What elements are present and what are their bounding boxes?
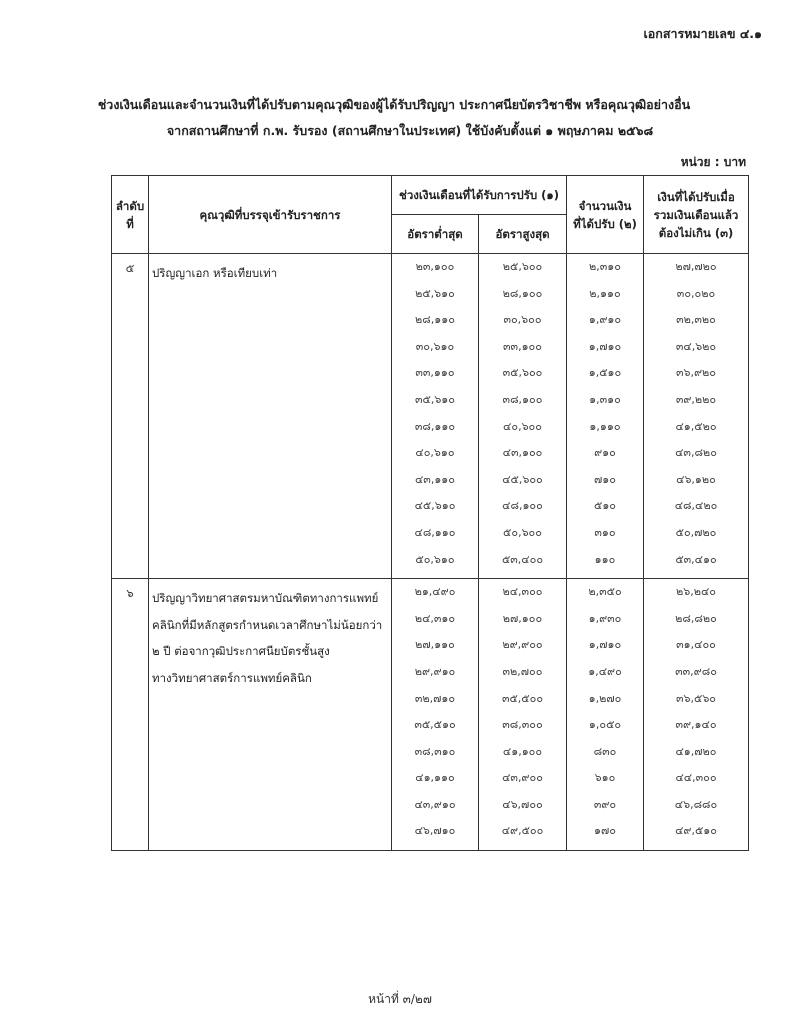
section-qualification: ปริญญาวิทยาศาสตรมหาบัณฑิตทางการแพทย์ คลินิกที่มีหลักสูตรกำหนดเวลาศึกษาไม่น้อยกว่า ๒ ปี ต่อจากวุฒิประกาศนียบัตรชั้นสูง ทางวิทยาศาสตร์การแพทย์คลินิก (149, 579, 392, 851)
min-value: ๔๐,๖๑๐ (415, 446, 455, 460)
header-adjust-amount: จำนวนเงิน ที่ได้ปรับ (๒) (567, 176, 644, 254)
table-section-row (112, 254, 749, 579)
header-salary-range: ช่วงเงินเดือนที่ได้รับการปรับ (๑) (392, 176, 567, 215)
max-value: ๓๘,๓๐๐ (502, 718, 543, 732)
adjust-value: ๑,๕๑๐ (588, 366, 622, 380)
min-value: ๒๓,๑๐๐ (415, 260, 455, 273)
cap-value: ๓๙,๑๔๐ (675, 718, 717, 732)
cap-value: ๔๑,๕๒๐ (675, 419, 717, 433)
adjust-value: ๑,๗๑๐ (588, 339, 622, 353)
min-value: ๓๕,๕๑๐ (414, 718, 456, 732)
adjust-value: ๑,๓๑๐ (589, 392, 621, 406)
max-value: ๓๐,๖๐๐ (503, 313, 542, 327)
adjust-value: ๗๑๐ (594, 472, 616, 486)
max-value: ๒๙,๙๐๐ (502, 638, 543, 652)
cap-value: ๔๔,๓๐๐ (675, 771, 717, 785)
salary-table (111, 175, 749, 851)
cap-amount-column (644, 254, 749, 579)
min-value: ๓๕,๖๑๐ (414, 392, 456, 406)
min-value: ๒๔,๓๑๐ (414, 611, 456, 625)
adjust-value: ๕๑๐ (594, 499, 617, 513)
cap-value: ๓๓,๙๘๐ (675, 664, 717, 678)
cap-value: ๔๘,๔๒๐ (674, 499, 718, 513)
max-value: ๒๘,๑๐๐ (502, 286, 543, 300)
adjust-value: ๑,๗๑๐ (588, 638, 622, 652)
min-value: ๓๓,๑๑๐ (415, 366, 455, 380)
adjust-value: ๒,๓๑๐ (589, 260, 621, 273)
min-value: ๒๘,๑๑๐ (415, 313, 455, 327)
max-value: ๒๗,๑๐๐ (502, 611, 543, 625)
cap-value: ๓๔,๖๒๐ (675, 339, 717, 353)
min-value: ๔๕,๖๑๐ (414, 499, 456, 513)
min-value: ๓๘,๓๑๐ (414, 744, 456, 758)
cap-value: ๔๖,๘๘๐ (674, 797, 718, 811)
section-qualification: ปริญญาเอก หรือเทียบเท่า (149, 254, 392, 579)
max-value: ๔๕,๖๐๐ (502, 472, 543, 486)
min-value: ๔๓,๑๑๐ (414, 472, 456, 486)
cap-value: ๓๖,๕๖๐ (676, 691, 717, 705)
adjust-value: ๒,๓๕๐ (588, 585, 622, 599)
min-value: ๓๐,๖๑๐ (415, 339, 455, 353)
document-title-line-1: ช่วงเงินเดือนและจำนวนเงินที่ได้ปรับตามคุณวุฒิของผู้ได้รับปริญญา ประกาศนียบัตรวิชาชีพ หรือคุณวุฒิอย่างอื่น (97, 97, 691, 112)
max-value: ๔๘,๑๐๐ (502, 499, 543, 513)
adjust-value: ๓๙๐ (593, 797, 617, 811)
max-value: ๔๙,๕๐๐ (501, 824, 544, 838)
cap-value: ๓๙,๒๒๐ (675, 392, 717, 406)
document-title-line-2: จากสถานศึกษาที่ ก.พ. รับรอง (สถานศึกษาในประเทศ) ใช้บังคับตั้งแต่ ๑ พฤษภาคม ๒๕๖๘ (166, 123, 654, 138)
cap-value: ๔๑,๗๒๐ (675, 744, 717, 758)
min-rate-column (392, 579, 479, 851)
header-min-rate: อัตราต่ำสุด (392, 215, 479, 254)
cap-amount-column (644, 579, 749, 851)
max-value: ๒๕,๖๐๐ (502, 260, 543, 273)
min-value: ๒๗,๑๑๐ (415, 638, 455, 652)
max-value: ๔๑,๑๐๐ (502, 744, 543, 758)
table-header (112, 176, 749, 254)
max-value: ๔๓,๙๐๐ (502, 771, 543, 785)
max-value: ๓๘,๑๐๐ (502, 392, 543, 406)
header-cap-amount: เงินที่ได้ปรับเมื่อ รวมเงินเดือนแล้ว ต้องไม่เกิน (๓) (644, 176, 749, 254)
max-value: ๔๐,๖๐๐ (503, 419, 542, 433)
adjust-value: ๖๑๐ (594, 771, 616, 785)
adjust-value: ๙๑๐ (594, 446, 616, 460)
document-number: เอกสารหมายเลข ๔.๑ (643, 26, 762, 41)
adjust-amount-column (567, 579, 644, 851)
min-value: ๓๘,๑๑๐ (414, 419, 456, 433)
adjust-value: ๑,๙๓๐ (588, 611, 622, 625)
cap-value: ๔๙,๕๑๐ (675, 824, 717, 838)
page-number: หน้าที่ ๓/๒๗ (368, 992, 432, 1006)
adjust-value: ๑๗๐ (594, 824, 616, 838)
cap-value: ๔๓,๘๒๐ (675, 446, 717, 460)
max-value: ๔๓,๑๐๐ (502, 446, 543, 460)
cap-value: ๓๐,๐๒๐ (676, 286, 716, 300)
adjust-value: ๓๑๐ (594, 525, 616, 539)
min-value: ๒๕,๖๑๐ (415, 286, 455, 300)
max-rate-column (479, 579, 567, 851)
cap-value: ๒๘,๘๒๐ (675, 611, 717, 625)
min-value: ๔๘,๑๑๐ (414, 525, 456, 539)
min-value: ๕๐,๖๑๐ (415, 552, 455, 566)
min-value: ๔๓,๙๑๐ (414, 797, 456, 811)
header-qualification: คุณวุฒิที่บรรจุเข้ารับราชการ (149, 176, 392, 254)
cap-value: ๒๗,๗๒๐ (675, 260, 717, 273)
cap-value: ๓๖,๙๒๐ (676, 366, 717, 380)
section-order: ๕ (112, 254, 149, 579)
adjust-value: ๑,๑๑๐ (589, 419, 621, 433)
max-value: ๓๕,๖๐๐ (502, 366, 543, 380)
adjust-value: ๑,๒๗๐ (588, 691, 622, 705)
min-value: ๒๙,๙๑๐ (414, 664, 456, 678)
cap-value: ๓๒,๓๒๐ (676, 313, 716, 327)
min-value: ๒๑,๔๙๐ (414, 585, 456, 599)
cap-value: ๔๖,๑๒๐ (676, 472, 716, 486)
max-value: ๓๕,๕๐๐ (501, 691, 544, 705)
table-section-row (112, 579, 749, 851)
section-order: ๖ (112, 579, 149, 851)
adjust-value: ๑,๙๑๐ (588, 313, 622, 327)
cap-value: ๓๑,๔๐๐ (676, 638, 716, 652)
cap-value: ๕๓,๔๑๐ (675, 552, 717, 566)
adjust-value: ๑,๐๕๐ (588, 718, 622, 732)
min-value: ๔๖,๗๑๐ (414, 824, 456, 838)
max-value: ๕๐,๖๐๐ (503, 525, 542, 539)
adjust-amount-column (567, 254, 644, 579)
max-value: ๓๒,๗๐๐ (502, 664, 543, 678)
max-value: ๒๔,๓๐๐ (502, 585, 543, 599)
header-max-rate: อัตราสูงสุด (479, 215, 567, 254)
cap-value: ๕๐,๗๒๐ (675, 525, 717, 539)
min-rate-column (392, 254, 479, 579)
cap-value: ๒๖,๒๔๐ (676, 585, 717, 599)
max-value: ๓๓,๑๐๐ (503, 339, 542, 353)
min-value: ๔๑,๑๑๐ (415, 771, 455, 785)
adjust-value: ๘๓๐ (593, 744, 617, 758)
unit-label: หน่วย : บาท (680, 155, 746, 169)
max-value: ๔๖,๗๐๐ (502, 797, 543, 811)
max-rate-column (479, 254, 567, 579)
min-value: ๓๒,๗๑๐ (414, 691, 456, 705)
adjust-value: ๑,๔๙๐ (588, 664, 622, 678)
header-order: ลำดับ ที่ (112, 176, 149, 254)
max-value: ๕๓,๔๐๐ (501, 552, 544, 566)
adjust-value: ๒,๑๑๐ (589, 286, 621, 300)
adjust-value: ๑๑๐ (594, 552, 616, 566)
